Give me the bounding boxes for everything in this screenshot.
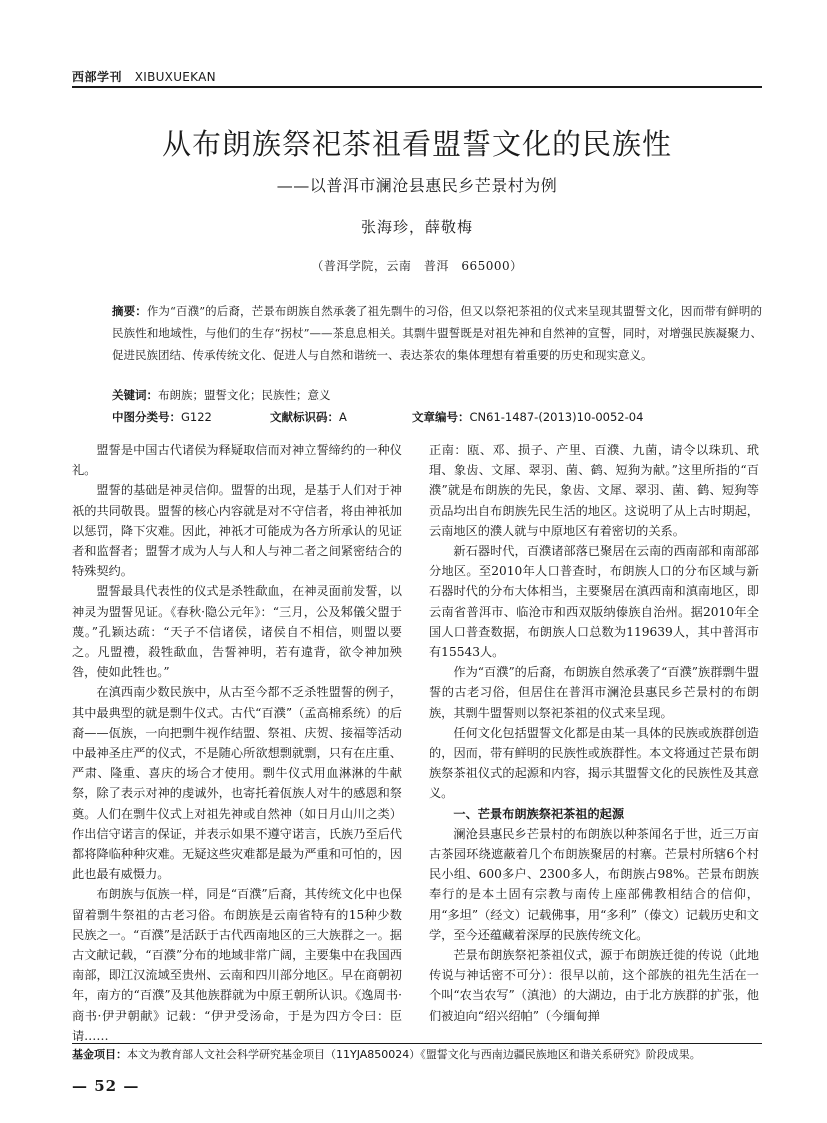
journal-name-cn: 西部学刊	[72, 70, 123, 84]
doc-code-value: A	[339, 410, 347, 424]
paragraph: 正南：瓯、邓、损子、产里、百濮、九菌，请令以珠玑、玳瑁、象齿、文犀、翠羽、菌、鹤、短狗为献。”这里所指的“百濮”就是布朗族的先民，象齿、文犀、翠羽、菌、鹤、短狗等贡品均出自布朗族先民生活的地区。这说明了从上古时期起，云南地区的濮人就与中原地区有着密切的关系。	[429, 443, 759, 538]
funding-label: 基金项目：	[72, 1048, 127, 1061]
abstract-text: 作为“百濮”的后裔，芒景布朗族自然承袭了祖先剽牛的习俗，但又以祭祀茶祖的仪式来呈现其盟誓文化，因而带有鲜明的民族性和地域性，与他们的生存“拐杖”——茶息息相关。其剽牛盟誓既是对祖先神和自然神的宣誓，同时，对增强民族凝聚力、促进民族团结、传承传统文化、促进人与自然和谐统一、表达茶农的集体理想有着重要的历史和现实意义。	[112, 304, 762, 362]
paragraph: 在滇西南少数民族中，从古至今都不乏杀牲盟誓的例子，其中最典型的就是剽牛仪式。古代“百濮”（孟高棉系统）的后裔——佤族，一向把剽牛视作结盟、祭祖、庆贺、接福等活动中最神圣庄严的仪式，不是随心所欲想剽就剽，只有在庄重、严肃、隆重、喜庆的场合才使用。剽牛仪式用血淋淋的牛献祭，除了表示对神的虔诚外，也寄托着佤族人对牛的感恩和祭奠。人们在剽牛仪式上对祖先神或自然神（如日月山川之类）作出信守诺言的保证，并表示如果不遵守诺言，氏族乃至后代都将降临种种灾难。无疑这些灾难都是最为严重和可怕的，因此也最有威慑力。	[72, 685, 402, 882]
article-subtitle: ——以普洱市澜沧县惠民乡芒景村为例	[276, 176, 558, 195]
footnote-rule	[72, 1043, 762, 1044]
funding-text: 本文为教育部人文社会科学研究基金项目（11YJA850024）《盟誓文化与西南边疆民族地区和谐关系研究》阶段成果。	[127, 1048, 701, 1061]
funding-note	[72, 1047, 772, 1063]
clc-label: 中图分类号：	[112, 410, 181, 424]
paragraph: 盟誓的基础是神灵信仰。盟誓的出现，是基于人们对于神祇的共同敬畏。盟誓的核心内容就是对不守信者，将由神祇加以惩罚，降下灾难。因此，神祇才可能成为各方所承认的见证者和监督者；盟誓才成为人与人和人与神二者之间紧密结合的特殊契约。	[72, 483, 402, 579]
body-column-right	[429, 440, 759, 1026]
clc-value: G122	[181, 410, 212, 424]
keywords	[112, 387, 331, 403]
doc-code-label: 文献标识码：	[270, 410, 339, 424]
abstract-label: 摘要：	[112, 304, 147, 318]
journal-name-en: XIBUXUEKAN	[134, 70, 216, 84]
section-heading: 一、芒景布朗族祭祀茶祖的起源	[453, 806, 625, 821]
keywords-text: 布朗族；盟誓文化；民族性；意义	[158, 388, 331, 402]
abstract	[112, 300, 762, 366]
document-code	[270, 409, 347, 425]
keywords-label: 关键词：	[112, 388, 158, 402]
paragraph: 任何文化包括盟誓文化都是由某一具体的民族或族群创造的，因而，带有鲜明的民族性或族群性。本文将通过芒景布朗族祭茶祖仪式的起源和内容，揭示其盟誓文化的民族性及其意义。	[429, 725, 759, 801]
affiliation: （普洱学院，云南 普洱 665000）	[311, 259, 523, 273]
paragraph: 澜沧县惠民乡芒景村的布朗族以种茶闻名于世，近三万亩古茶园环绕遮蔽着几个布朗族聚居的村寨。芒景村所辖6个村民小组、600多户、2300多人，布朗族占98%。芒景布朗族奉行的是本土固有宗教与南传上座部佛教相结合的信仰，用“多坦”（经文）记载佛事，用“多利”（傣文）记载历史和文学，至今还蕴藏着深厚的民族传统文化。	[429, 826, 759, 942]
clc-number	[112, 409, 212, 425]
article-number-value: CN61-1487-(2013)10-0052-04	[469, 410, 644, 424]
article-number-label: 文章编号：	[412, 410, 470, 424]
paragraph: 盟誓最具代表性的仪式是杀牲歃血，在神灵面前发誓，以神灵为盟誓见证。《春秋·隐公元年》：“三月，公及邾儀父盟于蔑。”孔颖达疏：“天子不信诸侯，诸侯自不相信，则盟以要之。凡盟禮，殺牲歃血，告誓神明，若有違背，欲令神加殃咎，使如此牲也。”	[72, 584, 402, 680]
header-rule	[72, 86, 762, 88]
authors: 张海珍，薛敬梅	[360, 218, 473, 236]
article-title: 从布朗族祭祀茶祖看盟誓文化的民族性	[161, 127, 672, 161]
paragraph: 布朗族与佤族一样，同是“百濮”后裔，其传统文化中也保留着剽牛祭祖的古老习俗。布朗族是云南省特有的15种少数民族之一。“百濮”是活跃于古代西南地区的三大族群之一。据古文献记载，“百濮”分布的地域非常广阔，主要集中在我国西南部，即江汉流域至贵州、云南和四川部分地区。早在商朝初年，南方的“百濮”及其他族群就为中原王朝所认识。《逸周书·商书·伊尹朝献》记载：“伊尹受汤命，于是为四方令曰：臣请……	[72, 887, 402, 1043]
body-column-left	[72, 440, 402, 1046]
page-number: — 52 —	[72, 1077, 140, 1095]
paragraph: 作为“百濮”的后裔，布朗族自然承袭了“百濮”族群剽牛盟誓的古老习俗，但居住在普洱市澜沧县惠民乡芒景村的布朗族，其剽牛盟誓则以祭祀茶祖的仪式来呈现。	[429, 665, 759, 720]
article-number	[412, 409, 643, 425]
paragraph: 盟誓是中国古代诸侯为释疑取信而对神立誓缔约的一种仪礼。	[72, 443, 402, 478]
paragraph: 芒景布朗族祭祀茶祖仪式，源于布朗族迁徙的传说（此地传说与神话密不可分）：很早以前，这个部族的祖先生活在一个叫“农当农写”（滇池）的大湖边，由于北方族群的扩张，他们被迫向“绍兴绍帕”（今缅甸掸	[429, 948, 759, 1023]
running-header	[72, 68, 216, 85]
paragraph: 新石器时代，百濮诸部落已聚居在云南的西南部和南部部分地区。至2010年人口普查时，布朗族人口的分布区域与新石器时代的分布大体相当，主要聚居在滇西南和滇南地区，即云南省普洱市、临沧市和西双版纳傣族自治州。据2010年全国人口普查数据，布朗族人口总数为119639人，其中普洱市有15543人。	[429, 544, 759, 660]
